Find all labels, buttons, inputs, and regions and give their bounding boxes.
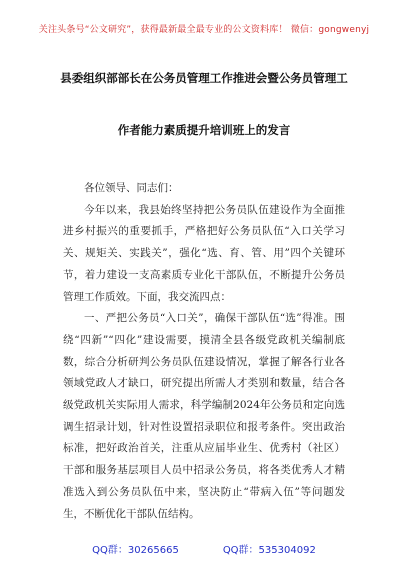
document-title-line-2: 作者能力素质提升培训班上的发言 xyxy=(117,123,291,137)
body-paragraph-2: 一、严把公务员“入口关”，确保干部队伍“选”得准。围绕“四新”“四化”建设需要，摸清全县各级党政机关编制底数，综合分析研判公务员队伍建设情况，掌握了解各行业各领域党政人才缺口，研究提出所需人才类别和数量，结合各级党政机关实际用人需求，科学编制2024年公务员和定向选调生招录计划，针对性设置招录职位和报考条件。突出政治标准，把好政治首关，注重从应届毕业生、优秀村（社区）干部和服务基层项目人员中招录公务员，将各类优秀人才精准选入到公务员队伍中来，坚决防止“带病入伍”等问题发生，不断优化干部队伍结构。 xyxy=(63,312,345,520)
footer xyxy=(0,541,408,556)
body-paragraph-1: 今年以来，我县始终坚持把公务员队伍建设作为全面推进乡村振兴的重要抓手，严格把好公务员队伍“入口关学习关、规矩关、实践关”，强化“选、育、管、用”四个关键环节，着力建设一支高素质专业化干部队伍，不断提升公务员管理工作质效。下面，我交流四点： xyxy=(63,203,345,303)
document-title-line-1: 县委组织部部长在公务员管理工作推进会暨公务员管理工 xyxy=(60,71,348,85)
document-body xyxy=(63,178,345,525)
footer-qq-group-1: QQ群：30265665 xyxy=(92,545,179,556)
header-banner: 关注头条号“公文研究”，获得最新最全最专业的公文资料库！ 微信：gongwenyj xyxy=(38,25,370,35)
footer-qq-group-2: QQ群：535304092 xyxy=(222,545,316,556)
greeting: 各位领导、同志们： xyxy=(84,182,179,194)
